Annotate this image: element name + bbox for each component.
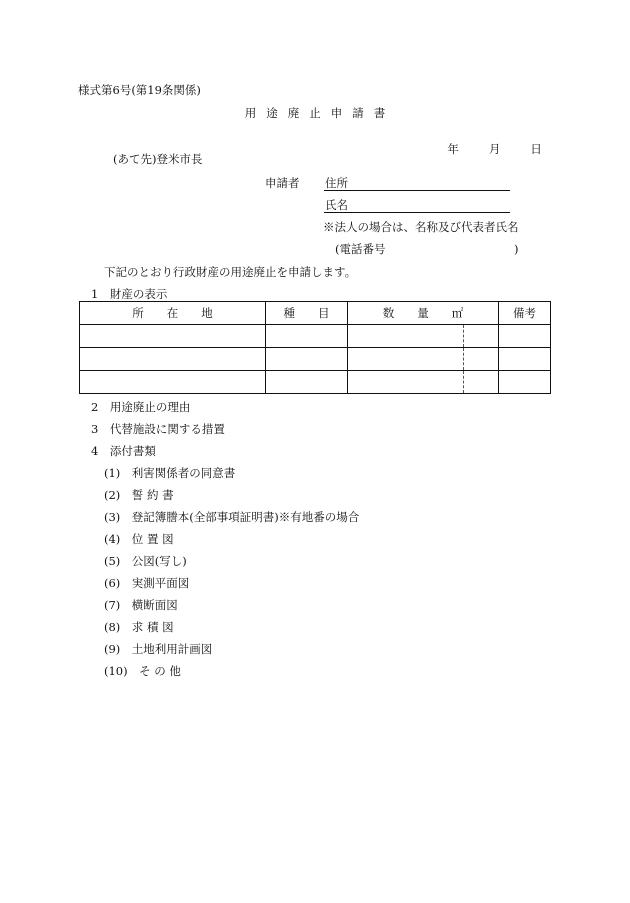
- cell-location[interactable]: [80, 371, 266, 394]
- col-remarks: 備考: [499, 302, 551, 325]
- section3-heading: 3 代替施設に関する措置: [91, 422, 225, 436]
- intro-text: 下記のとおり行政財産の用途廃止を申請します。: [104, 265, 357, 279]
- name-field-line[interactable]: [324, 212, 510, 213]
- section2-heading: 2 用途廃止の理由: [91, 400, 191, 414]
- phone-close-paren: ): [514, 242, 519, 256]
- cell-type[interactable]: [266, 348, 348, 371]
- phone-label: (電話番号: [335, 242, 386, 256]
- property-table: [79, 301, 551, 394]
- table-row: [80, 371, 551, 394]
- address-field-line[interactable]: [324, 190, 510, 191]
- section4-heading: 4 添付書類: [91, 444, 156, 458]
- corporate-note: ※法人の場合は、名称及び代表者氏名: [323, 220, 519, 234]
- cell-quantity-int[interactable]: [348, 371, 464, 394]
- cell-location[interactable]: [80, 325, 266, 348]
- attachment-item: (7) 横断面図: [104, 598, 178, 612]
- date-day: 日: [530, 142, 542, 156]
- form-number: 様式第6号(第19条関係): [78, 83, 201, 97]
- applicant-label: 申請者: [265, 176, 300, 190]
- col-location: 所 在 地: [80, 302, 266, 325]
- document-title: 用途廃止申請書: [244, 106, 396, 120]
- col-type: 種 目: [266, 302, 348, 325]
- cell-quantity-dec[interactable]: [464, 371, 499, 394]
- cell-quantity-int[interactable]: [348, 348, 464, 371]
- name-label: 氏名: [325, 198, 348, 212]
- cell-quantity-int[interactable]: [348, 325, 464, 348]
- table-row: [80, 348, 551, 371]
- col-quantity: 数 量 ㎡: [348, 302, 499, 325]
- attachment-item: (3) 登記簿謄本(全部事項証明書)※有地番の場合: [104, 510, 360, 524]
- date-month: 月: [488, 142, 501, 156]
- cell-type[interactable]: [266, 371, 348, 394]
- attachment-item: (10) そ の 他: [104, 664, 181, 678]
- address-label: 住所: [325, 176, 348, 190]
- cell-quantity-dec[interactable]: [464, 325, 499, 348]
- section1-heading: 1 財産の表示: [91, 287, 168, 301]
- cell-remarks[interactable]: [499, 371, 551, 394]
- attachment-item: (8) 求 積 図: [104, 620, 174, 634]
- attachment-item: (4) 位 置 図: [104, 532, 174, 546]
- date-line: [440, 128, 542, 156]
- attachment-item: (2) 誓 約 書: [104, 488, 174, 502]
- attachment-item: (6) 実測平面図: [104, 576, 190, 590]
- date-year: 年: [447, 142, 459, 156]
- attachment-item: (1) 利害関係者の同意書: [104, 466, 236, 480]
- cell-remarks[interactable]: [499, 325, 551, 348]
- cell-location[interactable]: [80, 348, 266, 371]
- table-header-row: [80, 302, 551, 325]
- cell-type[interactable]: [266, 325, 348, 348]
- attachment-item: (5) 公図(写し): [104, 554, 187, 568]
- table-row: [80, 325, 551, 348]
- attachment-item: (9) 土地利用計画図: [104, 642, 213, 656]
- cell-remarks[interactable]: [499, 348, 551, 371]
- addressee: (あて先)登米市長: [113, 152, 203, 166]
- cell-quantity-dec[interactable]: [464, 348, 499, 371]
